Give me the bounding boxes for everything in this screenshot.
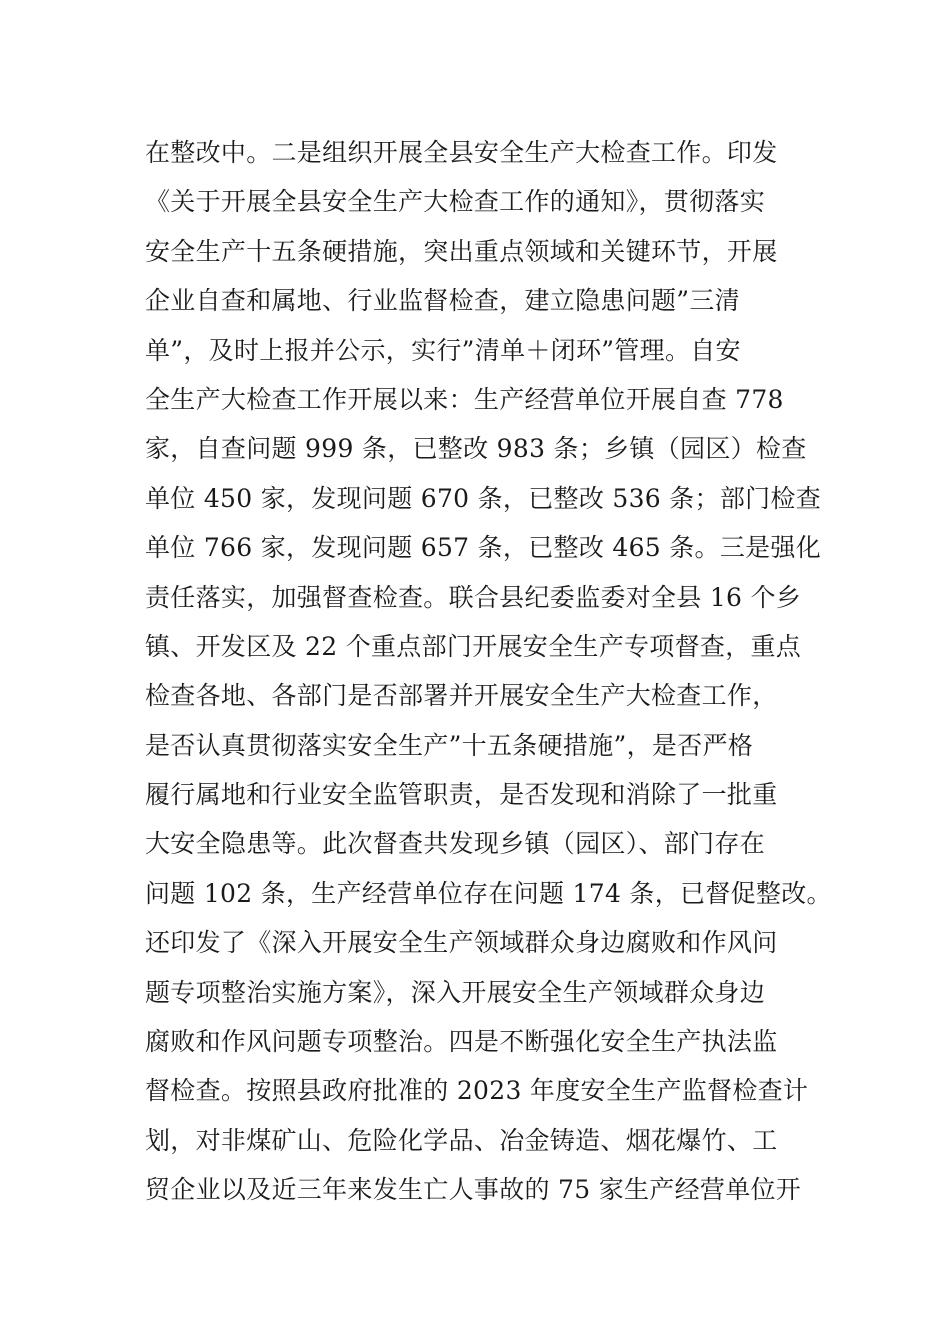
text-line: 在整改中。二是组织开展全县安全生产大检查工作。印发 — [145, 138, 778, 167]
text-line: 安全生产十五条硬措施，突出重点领域和关键环节，开展 — [145, 236, 778, 266]
text-line: 还印发了《深入开展安全生产领域群众身边腐败和作风问 — [145, 928, 778, 958]
text-line: 企业自查和属地、行业监督检查，建立隐患问题”三清 — [145, 286, 740, 316]
text-line: 大安全隐患等。此次督查共发现乡镇（园区）、部门存在 — [145, 829, 766, 859]
text-line: 单位 766 家，发现问题 657 条，已整改 465 条。三是强化 — [145, 533, 822, 563]
text-line: 划，对非煤矿山、危险化学品、冶金铸造、烟花爆竹、工 — [145, 1125, 778, 1155]
text-line: 家，自查问题 999 条，已整改 983 条；乡镇（园区）检查 — [145, 434, 807, 464]
text-line: 镇、开发区及 22 个重点部门开展安全生产专项督查，重点 — [145, 631, 802, 661]
text-line: 责任落实，加强督查检查。联合县纪委监委对全县 16 个乡 — [145, 582, 802, 612]
text-line: 检查各地、各部门是否部署并开展安全生产大检查工作， — [145, 681, 778, 711]
text-line: 单”，及时上报并公示，实行”清单＋闭环”管理。自安 — [145, 335, 741, 365]
text-line: 题专项整治实施方案》，深入开展安全生产领域群众身边 — [145, 977, 766, 1007]
text-line: 《关于开展全县安全生产大检查工作的通知》，贯彻落实 — [145, 187, 766, 217]
text-line: 全生产大检查工作开展以来：生产经营单位开展自查 778 — [145, 384, 784, 414]
text-line: 单位 450 家，发现问题 670 条，已整改 536 条；部门检查 — [145, 483, 822, 513]
text-line: 履行属地和行业安全监管职责，是否发现和消除了一批重 — [145, 780, 778, 810]
text-line: 督检查。按照县政府批准的 2023 年度安全生产监督检查计 — [145, 1076, 809, 1106]
body-text — [145, 128, 845, 1215]
text-line: 贸企业以及近三年来发生亡人事故的 75 家生产经营单位开 — [145, 1175, 802, 1205]
text-line: 问题 102 条，生产经营单位存在问题 174 条，已督促整改。 — [145, 878, 832, 908]
text-line: 腐败和作风问题专项整治。四是不断强化安全生产执法监 — [145, 1027, 778, 1057]
text-line: 是否认真贯彻落实安全生产”十五条硬措施”，是否严格 — [145, 730, 754, 760]
